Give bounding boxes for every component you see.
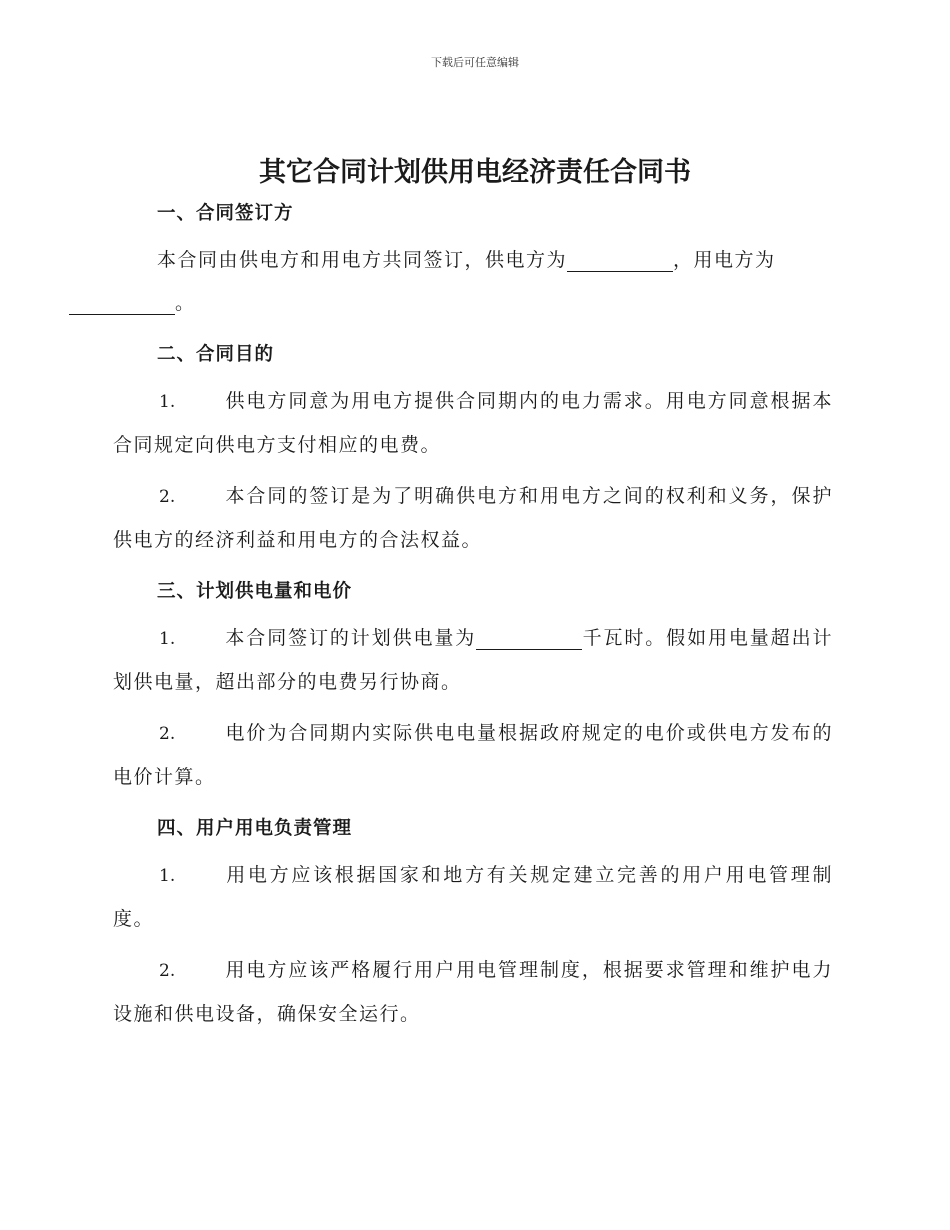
paragraph-text: ，用电方为 xyxy=(673,249,776,271)
item-number: 1. xyxy=(159,629,176,649)
item-text: 用电方应该严格履行用户用电管理制度，根据要求管理和维护电力设施和供电设备，确保安全运行。 xyxy=(113,959,833,1025)
paragraph-text: 。 xyxy=(175,292,196,314)
list-item xyxy=(113,949,833,1036)
list-item xyxy=(113,712,833,799)
item-number: 2. xyxy=(159,724,176,744)
document-title: 其它合同计划供用电经济责任合同书 xyxy=(259,157,691,188)
fill-in-blank-consumer[interactable] xyxy=(69,284,175,315)
item-number: 1. xyxy=(159,392,176,412)
document-body xyxy=(113,192,833,1036)
item-text: 本合同签订的计划供电量为 xyxy=(225,627,477,649)
list-item xyxy=(113,617,833,704)
paragraph-text: 本合同由供电方和用电方共同签订，供电方为 xyxy=(157,249,568,271)
section-heading-purpose: 二、合同目的 xyxy=(157,344,275,365)
item-text: 千瓦时。假如用电量超出计划供电量，超出部分的电费另行协商。 xyxy=(113,627,833,693)
item-number: 1. xyxy=(159,866,176,886)
item-text: 供电方同意为用电方提供合同期内的电力需求。用电方同意根据本合同规定向供电方支付相应的电费。 xyxy=(113,390,833,456)
section-heading-user-management: 四、用户用电负责管理 xyxy=(157,818,353,839)
item-number: 2. xyxy=(159,961,176,981)
item-text: 用电方应该根据国家和地方有关规定建立完善的用户用电管理制度。 xyxy=(113,864,833,930)
list-item xyxy=(113,475,833,562)
section-heading-parties: 一、合同签订方 xyxy=(157,203,294,224)
item-text: 电价为合同期内实际供电电量根据政府规定的电价或供电方发布的电价计算。 xyxy=(113,722,833,788)
section-heading-supply-price: 三、计划供电量和电价 xyxy=(157,581,353,602)
item-number: 2. xyxy=(159,487,176,507)
page-header-note: 下载后可任意编辑 xyxy=(431,56,519,69)
fill-in-blank-supplier[interactable] xyxy=(567,241,673,272)
list-item xyxy=(113,854,833,941)
list-item xyxy=(113,380,833,467)
paragraph-parties xyxy=(113,239,833,325)
item-text: 本合同的签订是为了明确供电方和用电方之间的权利和义务，保护供电方的经济利益和用电方的合法权益。 xyxy=(113,485,833,551)
fill-in-blank-planned-kwh[interactable] xyxy=(476,619,582,650)
